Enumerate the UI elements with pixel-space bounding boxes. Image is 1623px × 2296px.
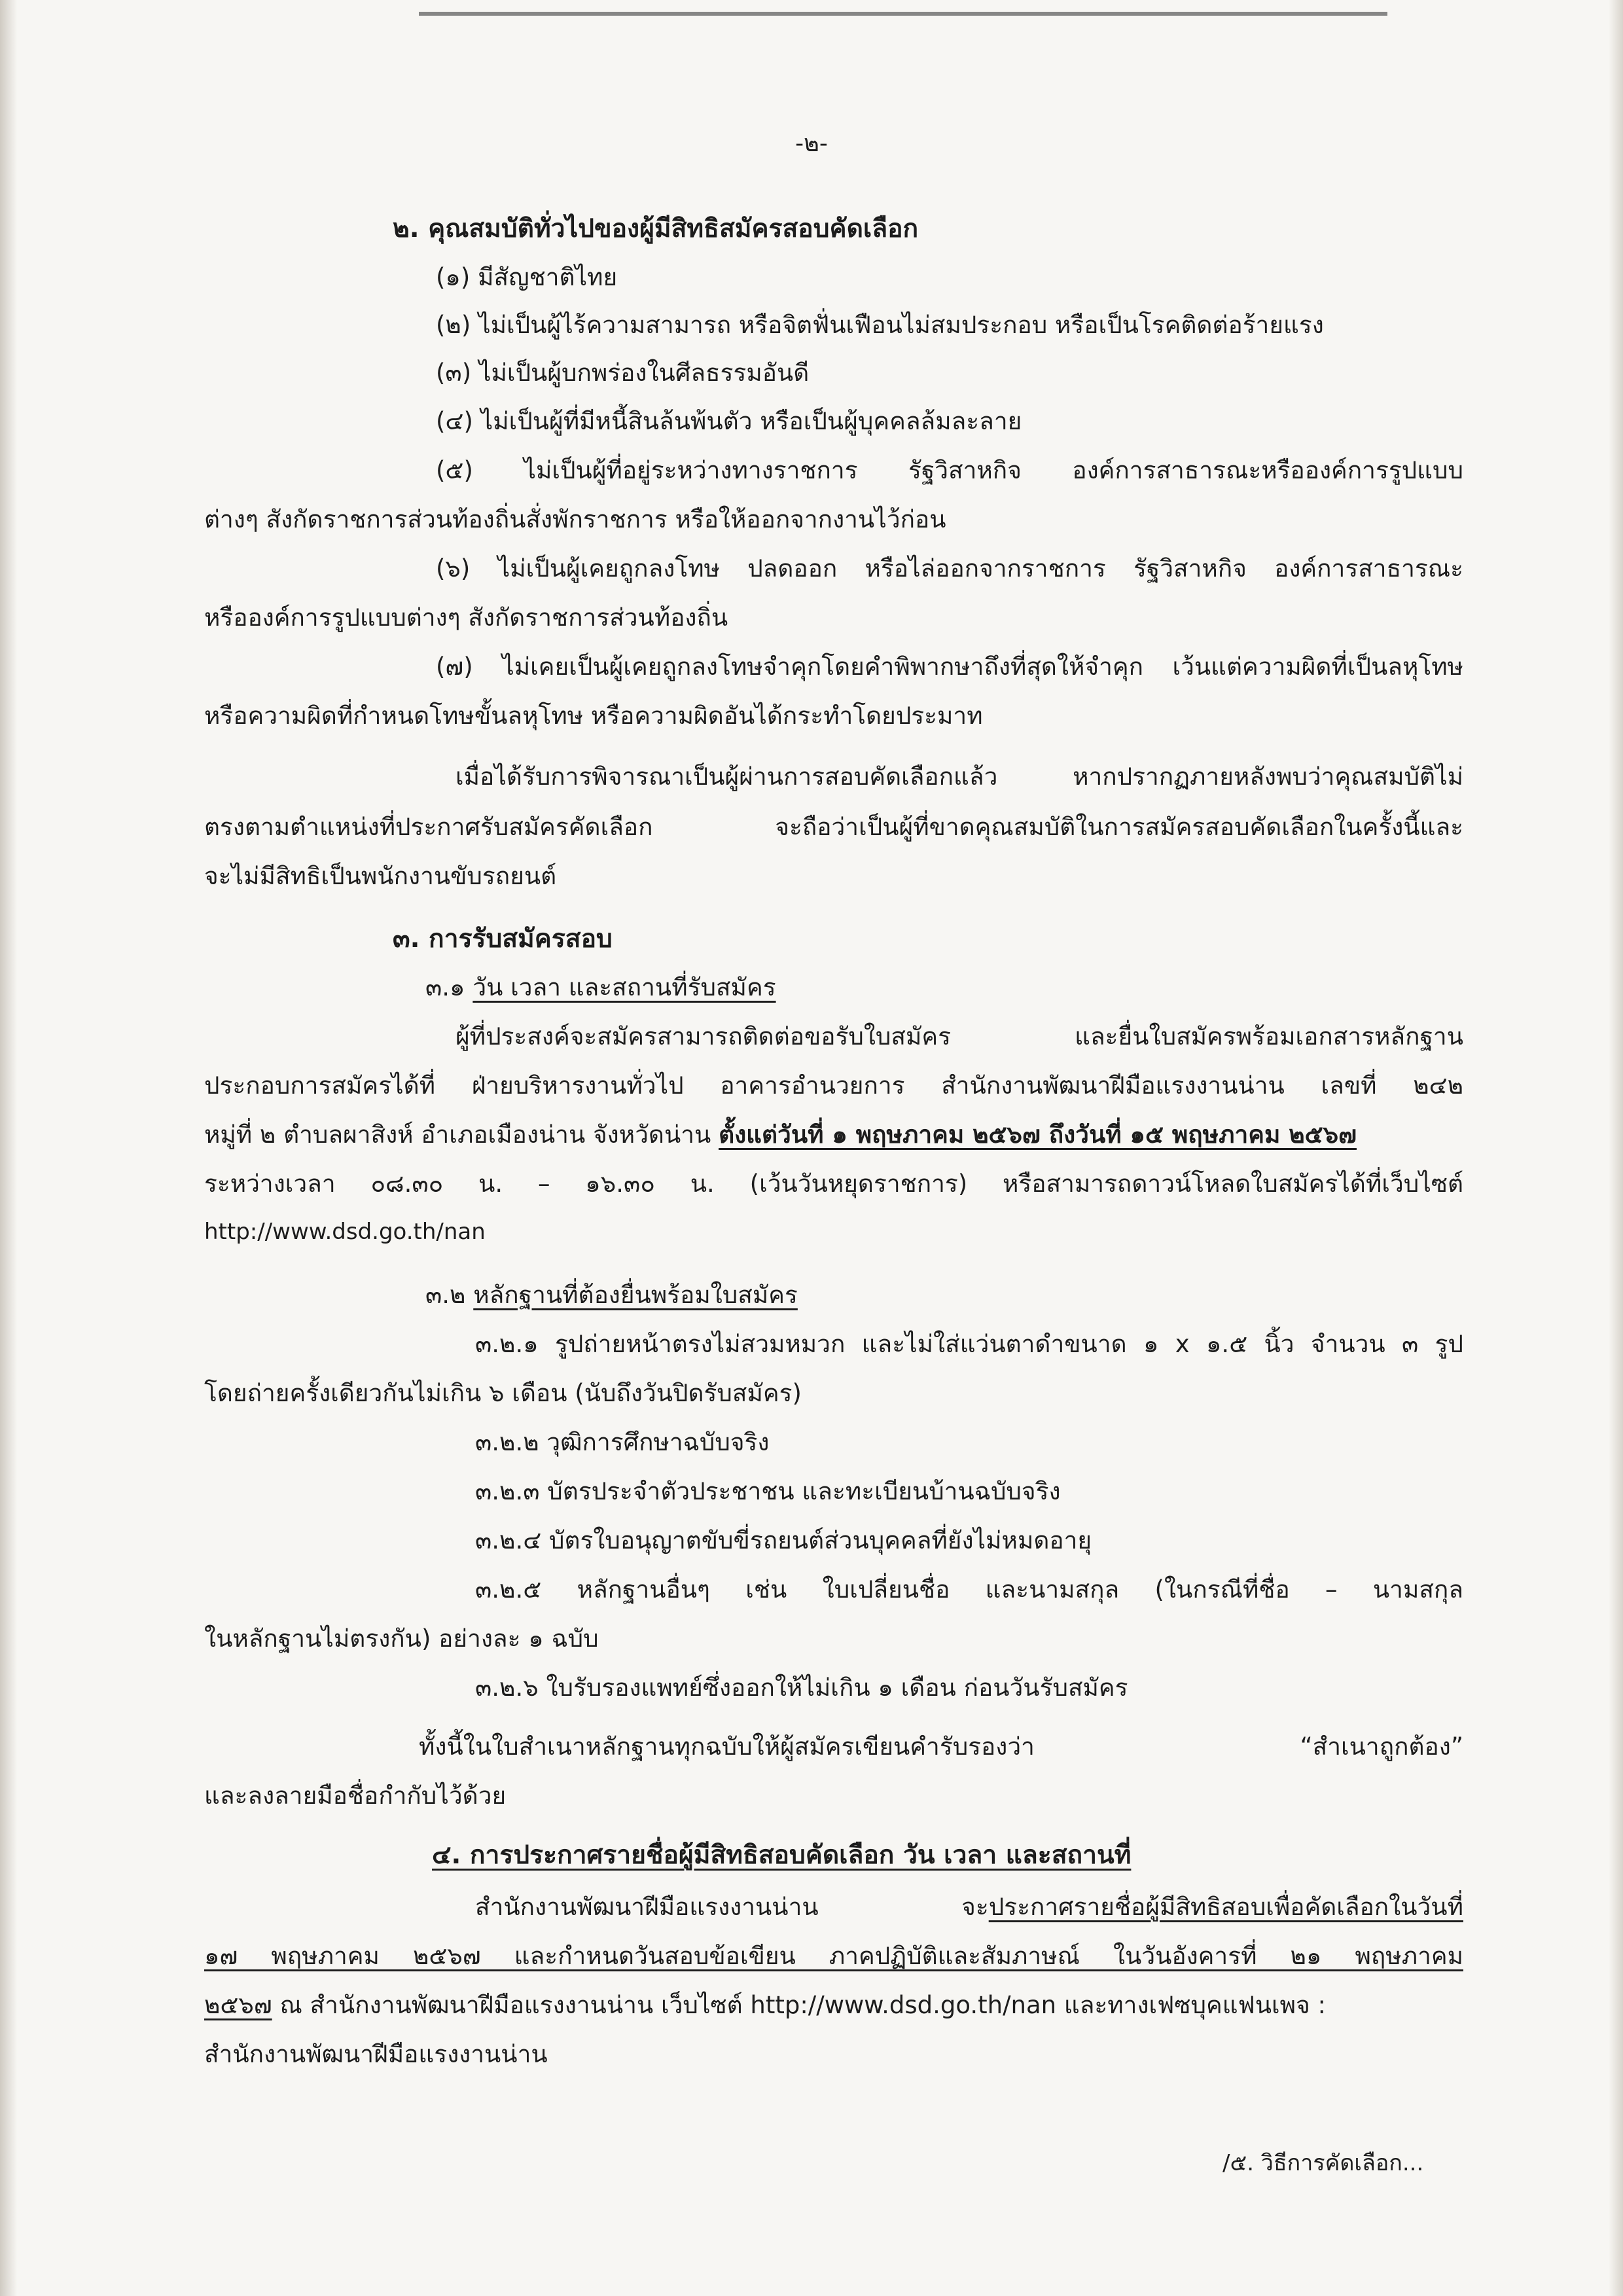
application-period: ตั้งแต่วันที่ ๑ พฤษภาคม ๒๕๖๗ ถึงวันที่ ๑๕ พฤษภาคม ๒๕๖๗ (719, 1121, 1357, 1149)
qualification-note: ตรงตามตำแหน่งที่ประกาศรับสมัครคัดเลือก จะถือว่าเป็นผู้ที่ขาดคุณสมบัติในการสมัครสอบคัดเลือกในครั้งนี้และ (204, 813, 1463, 841)
announcement-plain: สำนักงานพัฒนาฝีมือแรงงานน่าน จะ (475, 1893, 989, 1921)
qualification-note: จะไม่มีสิทธิเป็นพนักงานขับรถยนต์ (204, 862, 557, 890)
qualification-item: (๒) ไม่เป็นผู้ไร้ความสามารถ หรือจิตฟั่นเฟือนไม่สมประกอบ หรือเป็นโรคติดต่อร้ายแรง (436, 311, 1324, 339)
announcement-dates: ๑๗ พฤษภาคม ๒๕๖๗ และกำหนดวันสอบข้อเขียน ภาคปฏิบัติและสัมภาษณ์ ในวันอังคารที่ ๒๑ พฤษภาคม (204, 1942, 1463, 1970)
next-page-continuation: /๕. วิธีการคัดเลือก... (1222, 2150, 1424, 2176)
announcement-plain: ณ สำนักงานพัฒนาฝีมือแรงงานน่าน เว็บไซต์ http://www.dsd.go.th/nan และทางเฟซบุคแฟนเพจ : (272, 1991, 1326, 2019)
announcement-text: สำนักงานพัฒนาฝีมือแรงงานน่าน (204, 2040, 548, 2068)
subsection-title: วัน เวลา และสถานที่รับสมัคร (473, 973, 776, 1001)
document-item: ๓.๒.๖ ใบรับรองแพทย์ซึ่งออกให้ไม่เกิน ๑ เดือน ก่อนวันรับสมัคร (475, 1674, 1128, 1702)
document-item-continued: ในหลักฐานไม่ตรงกัน) อย่างละ ๑ ฉบับ (204, 1624, 599, 1653)
page-number: -๒- (795, 130, 828, 157)
document-item: ๓.๒.๔ บัตรใบอนุญาตขับขี่รถยนต์ส่วนบุคคลที่ยังไม่หมดอายุ (475, 1526, 1092, 1554)
section-2-heading: ๒. คุณสมบัติทั่วไปของผู้มีสิทธิสมัครสอบคัดเลือก (393, 214, 919, 243)
subsection-3-1-title (425, 975, 776, 999)
qualification-item: (๓) ไม่เป็นผู้บกพร่องในศีลธรรมอันดี (436, 359, 810, 387)
qualification-item: (๖) ไม่เป็นผู้เคยถูกลงโทษ ปลดออก หรือไล่ออกจากราชการ รัฐวิสาหกิจ องค์การสาธารณะ (436, 554, 1463, 583)
announcement-year: ๒๕๖๗ (204, 1991, 272, 2019)
address-text: หมู่ที่ ๒ ตำบลผาสิงห์ อำเภอเมืองน่าน จังหวัดน่าน (204, 1121, 719, 1149)
certification-note: และลงลายมือชื่อกำกับไว้ด้วย (204, 1782, 507, 1810)
document-item: ๓.๒.๕ หลักฐานอื่นๆ เช่น ใบเปลี่ยนชื่อ และนามสกุล (ในกรณีที่ชื่อ – นามสกุล (475, 1575, 1463, 1604)
document-item: ๓.๒.๒ วุฒิการศึกษาฉบับจริง (475, 1428, 770, 1456)
qualification-item-continued: หรือองค์การรูปแบบต่างๆ สังกัดราชการส่วนท้องถิ่น (204, 603, 728, 632)
subsection-number: ๓.๒ (425, 1281, 474, 1309)
section-3-heading: ๓. การรับสมัครสอบ (393, 924, 613, 954)
website-url: http://www.dsd.go.th/nan (204, 1219, 486, 1245)
qualification-item: (๕) ไม่เป็นผู้ที่อยู่ระหว่างทางราชการ รัฐวิสาหกิจ องค์การสาธารณะหรือองค์การรูปแบบ (436, 456, 1463, 484)
qualification-item: (๑) มีสัญชาติไทย (436, 263, 618, 291)
application-hours: ระหว่างเวลา ๐๘.๓๐ น. – ๑๖.๓๐ น. (เว้นวันหยุดราชการ) หรือสามารถดาวน์โหลดใบสมัครได้ที่เว็บไซต์ (204, 1170, 1463, 1198)
application-text: ผู้ที่ประสงค์จะสมัครสามารถติดต่อขอรับใบสมัคร และยื่นใบสมัครพร้อมเอกสารหลักฐาน (455, 1022, 1463, 1050)
application-text: ประกอบการสมัครได้ที่ ฝ่ายบริหารงานทั่วไป อาคารอำนวยการ สำนักงานพัฒนาฝีมือแรงงานน่าน เลขที่ ๒๔๒ (204, 1071, 1463, 1100)
qualification-item: (๔) ไม่เป็นผู้ที่มีหนี้สินล้นพ้นตัว หรือเป็นผู้บุคคลล้มละลาย (436, 407, 1022, 435)
document-item: ๓.๒.๑ รูปถ่ายหน้าตรงไม่สวมหมวก และไม่ใส่แว่นตาดำขนาด ๑ x ๑.๕ นิ้ว จำนวน ๓ รูป (475, 1330, 1463, 1358)
announcement-emph: ประกาศรายชื่อผู้มีสิทธิสอบเพื่อคัดเลือกในวันที่ (988, 1893, 1463, 1921)
subsection-title: หลักฐานที่ต้องยื่นพร้อมใบสมัคร (473, 1281, 798, 1309)
qualification-item: (๗) ไม่เคยเป็นผู้เคยถูกลงโทษจำคุกโดยคำพิพากษาถึงที่สุดให้จำคุก เว้นแต่ความผิดที่เป็นลหุโทษ (436, 653, 1463, 681)
qualification-item-continued: หรือความผิดที่กำหนดโทษขั้นลหุโทษ หรือความผิดอันได้กระทำโดยประมาท (204, 702, 983, 730)
qualification-note: เมื่อได้รับการพิจารณาเป็นผู้ผ่านการสอบคัดเลือกแล้ว หากปรากฏภายหลังพบว่าคุณสมบัติไม่ (455, 762, 1463, 791)
certification-note: ทั้งนี้ในใบสำเนาหลักฐานทุกฉบับให้ผู้สมัครเขียนคำรับรองว่า “สำเนาถูกต้อง” (419, 1732, 1463, 1761)
qualification-item-continued: ต่างๆ สังกัดราชการส่วนท้องถิ่นสั่งพักราชการ หรือให้ออกจากงานไว้ก่อน (204, 505, 946, 533)
announcement-text (204, 1993, 1326, 2017)
document-item-continued: โดยถ่ายครั้งเดียวกันไม่เกิน ๖ เดือน (นับถึงวันปิดรับสมัคร) (204, 1379, 802, 1407)
application-dates (204, 1122, 1357, 1147)
subsection-number: ๓.๑ (425, 973, 473, 1001)
section-4-heading: ๔. การประกาศรายชื่อผู้มีสิทธิสอบคัดเลือก วัน เวลา และสถานที่ (432, 1840, 1132, 1870)
subsection-3-2-title (425, 1283, 798, 1307)
announcement-text (475, 1895, 1463, 1919)
document-item: ๓.๒.๓ บัตรประจำตัวประชาชน และทะเบียนบ้านฉบับจริง (475, 1477, 1061, 1505)
